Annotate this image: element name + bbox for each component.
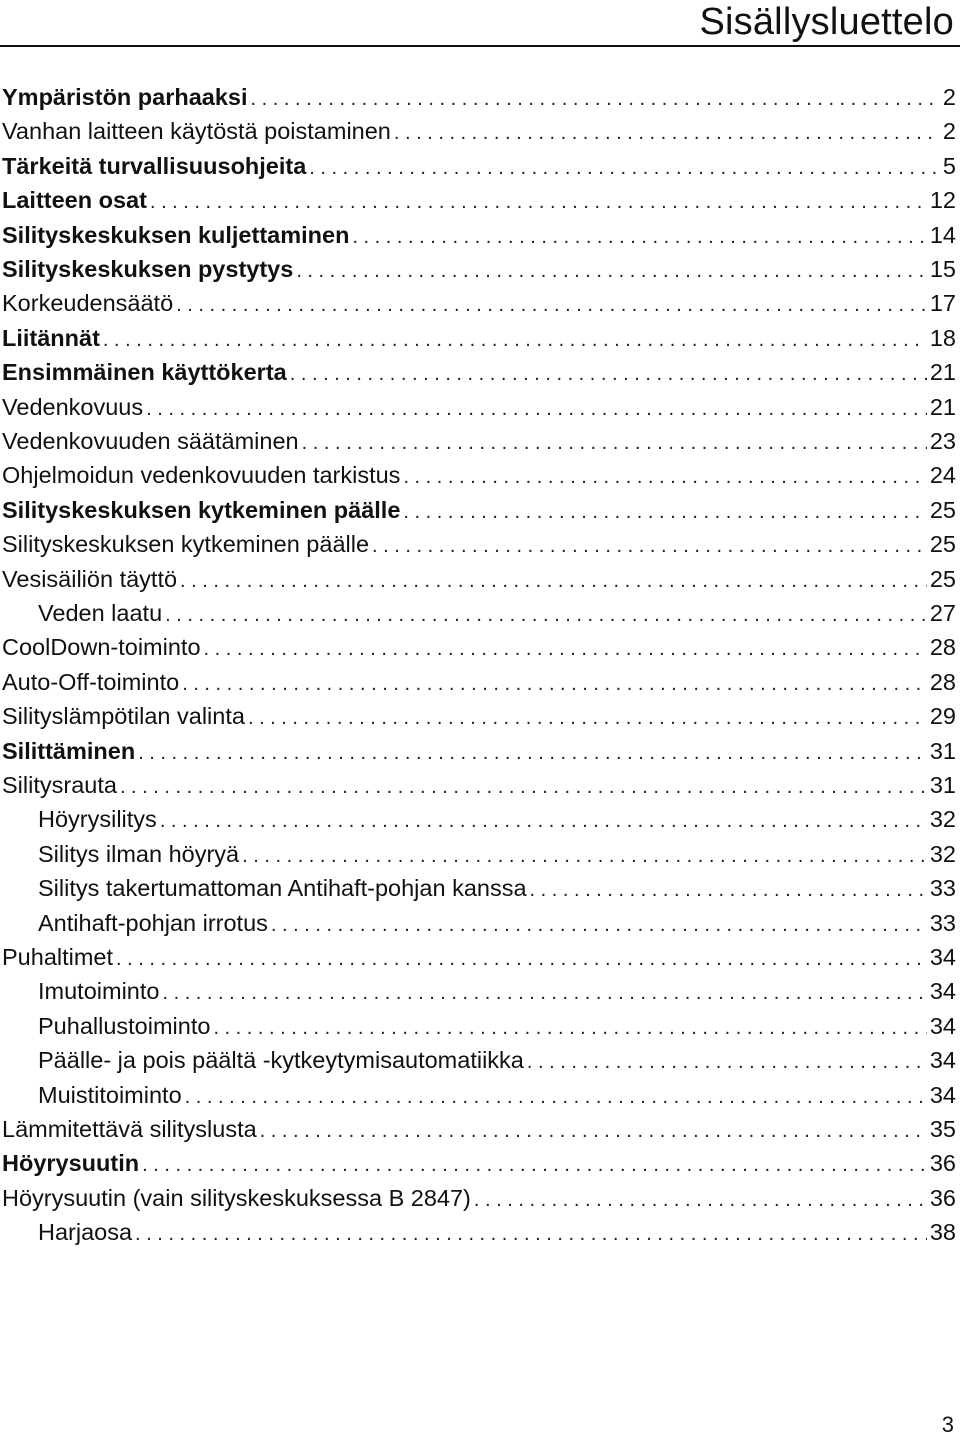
toc-entry-page-number: 18: [929, 324, 956, 351]
toc-dot-leader: [474, 1183, 927, 1217]
toc-entry[interactable]: [2, 699, 956, 733]
toc-entry-title: Päälle- ja pois päältä -kytkeytymisautomatiikka: [38, 1047, 524, 1074]
toc-dot-leader: [176, 288, 927, 322]
toc-entry-page-number: 32: [929, 840, 956, 867]
toc-entry-title: Antihaft-pohjan irrotus: [38, 909, 268, 936]
toc-dot-leader: [204, 632, 927, 666]
toc-dot-leader: [530, 873, 927, 907]
toc-dot-leader: [146, 392, 927, 426]
toc-entry[interactable]: [2, 149, 956, 183]
toc-entry-title: Silittäminen: [2, 737, 136, 764]
toc-entry-title: Liitännät: [2, 324, 100, 351]
toc-dot-leader: [242, 839, 927, 873]
toc-entry-page-number: 31: [929, 772, 956, 798]
toc-dot-leader: [165, 598, 927, 632]
toc-entry-title: Imutoiminto: [38, 978, 160, 1005]
toc-entry-page-number: 17: [929, 290, 956, 317]
toc-entry-page-number: 34: [929, 944, 956, 970]
toc-dot-leader: [142, 1148, 927, 1182]
toc-entry-page-number: 12: [929, 187, 956, 214]
toc-entry[interactable]: [2, 940, 956, 974]
toc-entry-page-number: 35: [929, 1116, 956, 1142]
toc-entry[interactable]: [2, 80, 956, 114]
toc-entry[interactable]: [2, 424, 956, 458]
toc-entry[interactable]: [2, 183, 956, 217]
title-divider: [0, 45, 960, 47]
toc-entry-title: Muistitoiminto: [38, 1081, 182, 1108]
toc-entry-page-number: 14: [929, 221, 956, 248]
toc-entry[interactable]: [2, 493, 956, 527]
toc-entry-title: Höyrysilitys: [38, 806, 157, 833]
toc-entry-title: Höyrysuutin: [2, 1150, 140, 1177]
toc-entry-title: Höyrysuutin (vain silityskeskuksessa B 2847): [2, 1184, 471, 1211]
toc-entry-page-number: 34: [929, 1047, 956, 1074]
toc-entry-page-number: 5: [942, 152, 956, 179]
toc-entry-title: Silityskeskuksen pystytys: [2, 256, 294, 282]
toc-entry-title: Vedenkovuuden säätäminen: [2, 428, 299, 454]
toc-entry-page-number: 31: [929, 737, 956, 764]
toc-entry-page-number: 28: [929, 634, 956, 661]
toc-entry-page-number: 33: [929, 875, 956, 902]
toc-entry-title: Puhaltimet: [2, 944, 114, 970]
toc-dot-leader: [150, 185, 927, 219]
toc-dot-leader: [248, 701, 927, 735]
toc-dot-leader: [290, 357, 927, 391]
toc-entry-title: Veden laatu: [38, 600, 163, 626]
toc-entry-title: Auto-Off-toiminto: [2, 668, 180, 695]
toc-dot-leader: [213, 1011, 926, 1045]
toc-entry-title: Silityskeskuksen kytkeminen päälle: [2, 531, 370, 558]
toc-entry-title: Harjaosa: [38, 1219, 133, 1246]
toc-entry-page-number: 2: [942, 84, 956, 110]
toc-entry-page-number: 29: [929, 703, 956, 730]
toc-entry[interactable]: [2, 768, 956, 802]
toc-entry-page-number: 34: [929, 1012, 956, 1039]
toc-entry[interactable]: [2, 252, 956, 286]
toc-entry[interactable]: [2, 1112, 956, 1146]
toc-entry-title: Vanhan laitteen käytöstä poistaminen: [2, 118, 391, 145]
toc-entry-page-number: 28: [929, 668, 956, 695]
toc-entry[interactable]: [38, 837, 956, 871]
toc-entry-page-number: 25: [929, 531, 956, 558]
toc-entry[interactable]: [2, 114, 956, 148]
toc-entry[interactable]: [2, 1146, 956, 1180]
toc-entry-page-number: 24: [929, 462, 956, 489]
toc-dot-leader: [251, 82, 940, 116]
toc-dot-leader: [403, 460, 926, 494]
toc-dot-leader: [120, 770, 927, 804]
toc-entry-title: Puhallustoiminto: [38, 1012, 211, 1039]
toc-entry-title: Vedenkovuus: [2, 393, 144, 420]
toc-entry[interactable]: [38, 802, 956, 836]
toc-entry-title: Ohjelmoidun vedenkovuuden tarkistus: [2, 462, 401, 489]
toc-entry-page-number: 34: [929, 978, 956, 1005]
toc-entry-page-number: 2: [942, 118, 956, 145]
toc-entry-page-number: 27: [929, 600, 956, 626]
toc-entry[interactable]: [2, 390, 956, 424]
toc-entry-page-number: 15: [929, 256, 956, 282]
toc-entry-page-number: 38: [929, 1219, 956, 1246]
toc-entry-title: Korkeudensäätö: [2, 290, 174, 317]
page-title: Sisällysluettelo: [699, 1, 954, 43]
toc-entry-title: Silityskeskuksen kytkeminen päälle: [2, 496, 401, 523]
toc-entry-title: Silityslämpötilan valinta: [2, 703, 245, 730]
toc-dot-leader: [160, 804, 927, 838]
toc-dot-leader: [116, 942, 927, 976]
toc-dot-leader: [271, 908, 927, 942]
toc-entry[interactable]: [2, 286, 956, 320]
toc-entry[interactable]: [38, 1078, 956, 1112]
toc-entry[interactable]: [2, 458, 956, 492]
toc-entry[interactable]: [2, 321, 956, 355]
toc-entry-title: Silityskeskuksen kuljettaminen: [2, 221, 350, 248]
toc-entry[interactable]: [2, 665, 956, 699]
toc-entry[interactable]: [2, 527, 956, 561]
toc-dot-leader: [180, 564, 927, 598]
toc-entry[interactable]: [38, 1215, 956, 1249]
toc-dot-leader: [352, 220, 926, 254]
toc-entry-page-number: 33: [929, 909, 956, 936]
toc-dot-leader: [403, 495, 926, 529]
toc-entry[interactable]: [38, 1009, 956, 1043]
toc-entry[interactable]: [2, 355, 956, 389]
toc-entry-title: Tärkeitä turvallisuusohjeita: [2, 152, 307, 179]
toc-dot-leader: [185, 1080, 927, 1114]
page-number: 3: [941, 1412, 954, 1437]
toc-entry-title: Vesisäiliön täyttö: [2, 565, 178, 592]
toc-entry[interactable]: [38, 871, 956, 905]
toc-dot-leader: [309, 151, 940, 185]
toc-entry-title: Ympäristön parhaaksi: [2, 84, 248, 110]
toc-entry-title: Ensimmäinen käyttökerta: [2, 359, 287, 386]
toc-entry-page-number: 23: [929, 428, 956, 454]
toc-dot-leader: [394, 116, 940, 150]
toc-entry[interactable]: [38, 596, 956, 630]
toc-entry-page-number: 36: [929, 1150, 956, 1177]
toc-dot-leader: [527, 1045, 927, 1079]
toc-entry-page-number: 36: [929, 1184, 956, 1211]
toc-entry-page-number: 25: [929, 496, 956, 523]
toc-entry[interactable]: [2, 1181, 956, 1215]
toc-dot-leader: [296, 254, 927, 288]
toc-entry-page-number: 25: [929, 565, 956, 592]
toc-entry-title: CoolDown-toiminto: [2, 634, 201, 661]
toc-entry[interactable]: [38, 974, 956, 1008]
toc-entry-title: Silitysrauta: [2, 772, 117, 798]
toc-entry-page-number: 32: [929, 806, 956, 833]
toc-entry[interactable]: [38, 1043, 956, 1077]
toc-entry-page-number: 21: [929, 359, 956, 386]
toc-entry-page-number: 34: [929, 1081, 956, 1108]
toc-entry[interactable]: [2, 218, 956, 252]
toc-entry-page-number: 21: [929, 393, 956, 420]
toc-entry[interactable]: [38, 906, 956, 940]
toc-dot-leader: [135, 1217, 927, 1251]
toc-entry-title: Lämmitettävä silityslusta: [2, 1116, 257, 1142]
toc-dot-leader: [302, 426, 927, 460]
toc-dot-leader: [162, 976, 926, 1010]
toc-entry-title: Silitys takertumattoman Antihaft-pohjan kanssa: [38, 875, 527, 902]
toc-entry[interactable]: [2, 734, 956, 768]
toc-entry-title: Silitys ilman höyryä: [38, 840, 240, 867]
toc-dot-leader: [138, 736, 927, 770]
toc-dot-leader: [103, 323, 927, 357]
toc-dot-leader: [260, 1114, 927, 1148]
toc-entry-title: Laitteen osat: [2, 187, 147, 214]
toc-entry[interactable]: [2, 562, 956, 596]
toc-dot-leader: [372, 529, 927, 563]
toc-entry[interactable]: [2, 630, 956, 664]
toc-dot-leader: [182, 667, 927, 701]
